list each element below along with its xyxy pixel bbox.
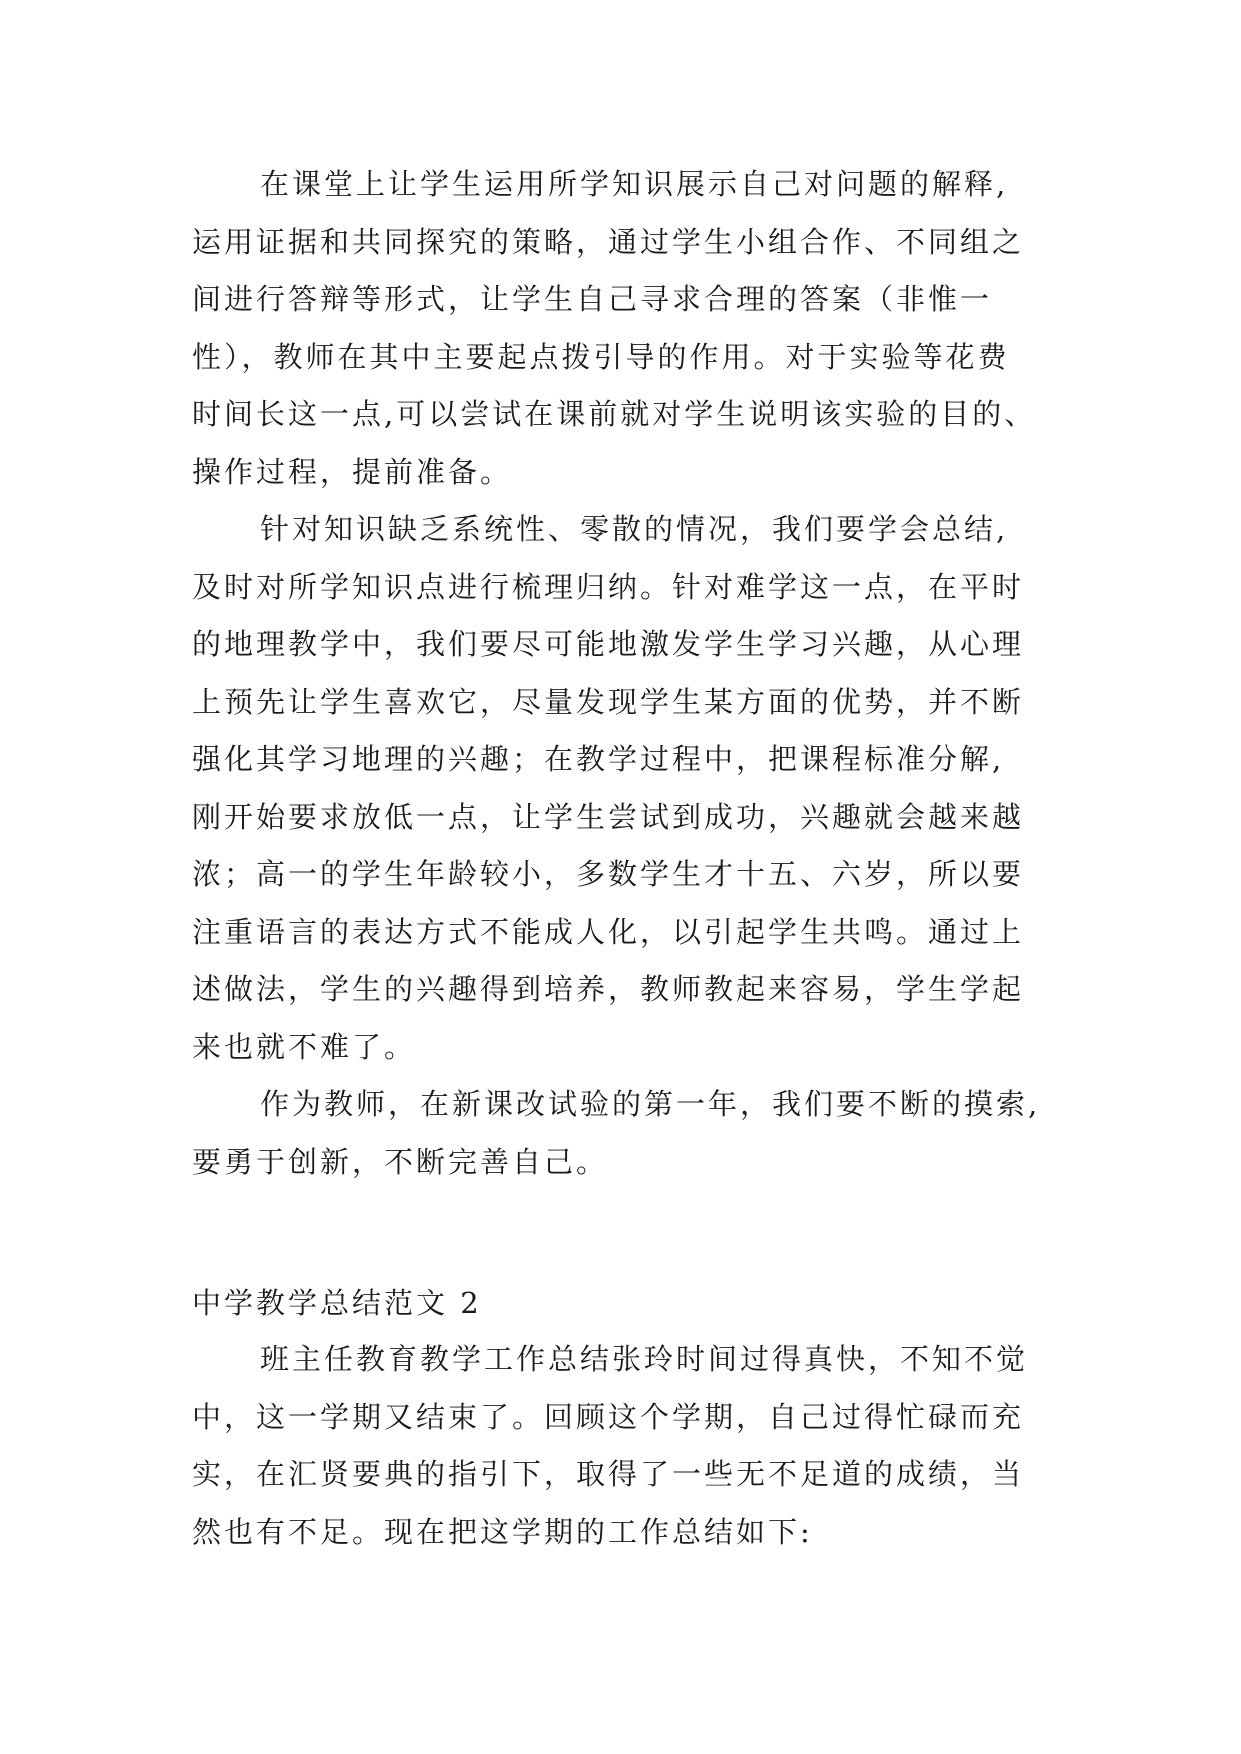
paragraph-line: 针对知识缺乏系统性、零散的情况，我们要学会总结, [260,512,1009,546]
document-body [192,156,1064,1561]
paragraph-line: 上预先让学生喜欢它，尽量发现学生某方面的优势，并不断 [192,684,1025,719]
paragraph-2 [192,501,1064,1076]
paragraph-line: 性），教师在其中主要起点拨引导的作用。对于实验等花费 [192,339,1010,374]
paragraph-line: 运用证据和共同探究的策略，通过学生小组合作、不同组之 [192,224,1025,259]
paragraph-line: 述做法，学生的兴趣得到培养，教师教起来容易，学生学起 [192,972,1025,1006]
paragraph-line: 操作过程，提前准备。 [192,454,513,489]
paragraph-line: 班主任教育教学工作总结张玲时间过得真快，不知不觉 [260,1342,1029,1376]
paragraph-line: 要勇于创新，不断完善自己。 [192,1144,609,1179]
paragraph-4 [192,1331,1064,1561]
paragraph-line: 来也就不难了。 [192,1029,417,1064]
paragraph-line: 中，这一学期又结束了。回顾这个学期，自己过得忙碌而充 [192,1399,1025,1434]
paragraph-line: 的地理教学中，我们要尽可能地激发学生学习兴趣，从心理 [192,627,1025,661]
section-title: 中学教学总结范文 2 [192,1286,482,1320]
paragraph-line: 实，在汇贤要典的指引下，取得了一些无不足道的成绩，当 [192,1457,1025,1491]
paragraph-line: 作为教师，在新课改试验的第一年，我们要不断的摸索, [260,1087,1041,1121]
paragraph-line: 注重语言的表达方式不能成人化，以引起学生共鸣。通过上 [192,914,1025,949]
paragraph-line: 刚开始要求放低一点，让学生尝试到成功，兴趣就会越来越 [192,799,1025,834]
paragraph-line: 及时对所学知识点进行梳理归纳。针对难学这一点，在平时 [192,569,1025,604]
paragraph-line: 时间长这一点,可以尝试在课前就对学生说明该实验的目的、 [192,397,1037,431]
paragraph-line: 间进行答辩等形式，让学生自己寻求合理的答案（非惟一 [192,282,993,316]
paragraph-line: 强化其学习地理的兴趣；在教学过程中，把课程标准分解, [192,742,1005,776]
paragraph-3 [192,1076,1064,1191]
paragraph-line: 然也有不足。现在把这学期的工作总结如下: [192,1514,813,1549]
section-spacer [192,1191,1064,1275]
paragraph-line: 在课堂上让学生运用所学知识展示自己对问题的解释, [260,167,1009,201]
paragraph-1 [192,156,1064,501]
paragraph-line: 浓；高一的学生年龄较小，多数学生才十五、六岁，所以要 [192,857,1025,891]
